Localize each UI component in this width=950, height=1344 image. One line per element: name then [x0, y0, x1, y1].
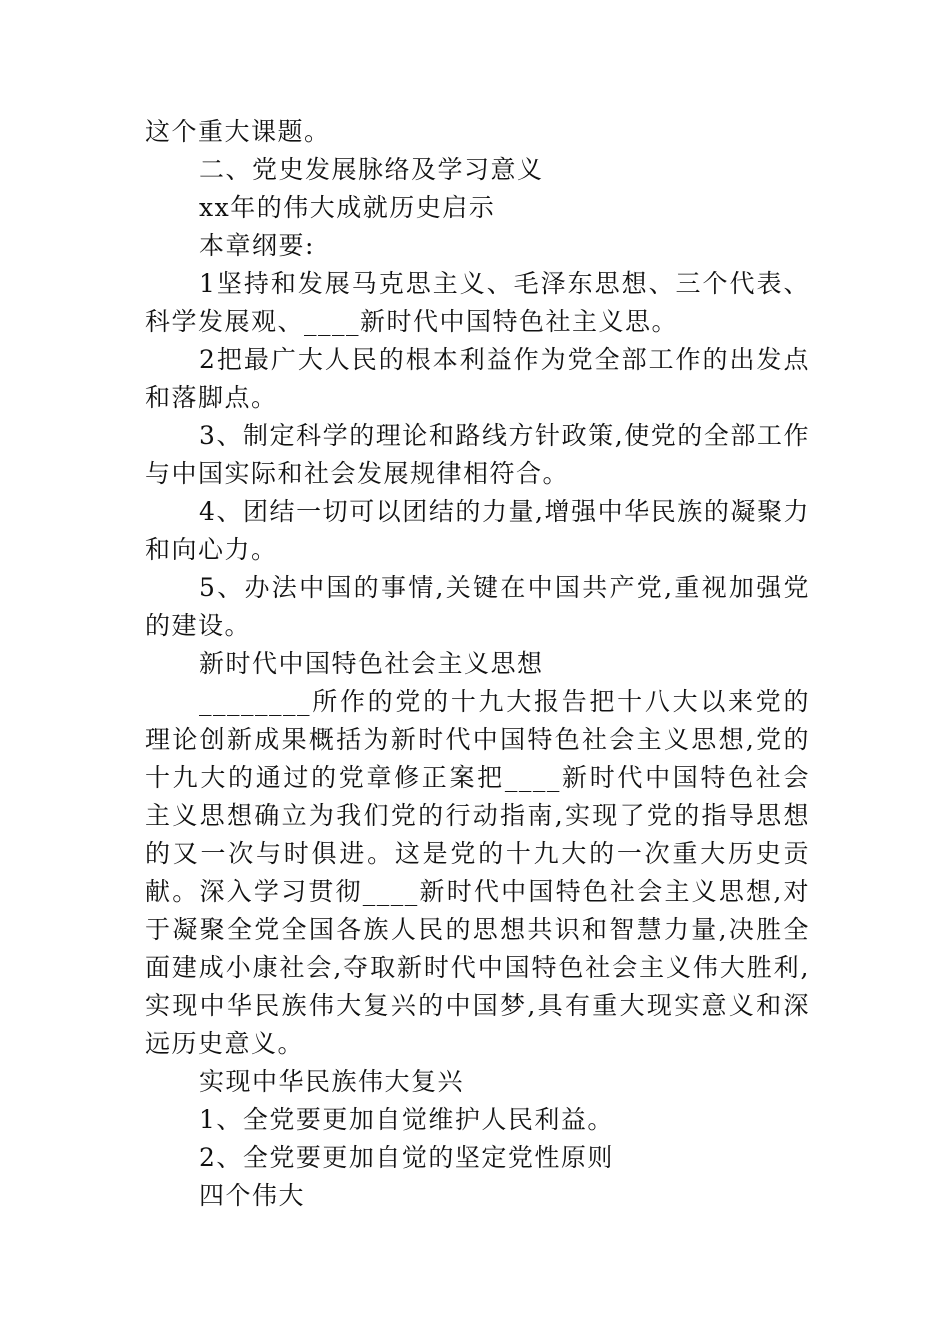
outline-item-1: 1坚持和发展马克思主义、毛泽东思想、三个代表、科学发展观、____新时代中国特色社主义思。 [145, 269, 810, 336]
body-paragraph: ________所作的党的十九大报告把十八大以来党的理论创新成果概括为新时代中国特色社会主义思想,党的十九大的通过的党章修正案把____新时代中国特色社会主义思想确立为我们党的行动指南,实现了党的指导思想的又一次与时俱进。这是党的十九大的一次重大历史贡献。深入学习贯彻____新时代中国特色社会主义思想,对于凝聚全党全国各族人民的思想共识和智慧力量,决胜全面建成小康社会,夺取新时代中国特色社会主义伟大胜利,实现中华民族伟大复兴的中国梦,具有重大现实意义和深远历史意义。 [145, 687, 810, 1058]
subheading: 四个伟大 [199, 1181, 306, 1210]
chapter-outline-label: 本章纲要: [199, 231, 315, 260]
list-item-2: 2、全党要更加自觉的坚定党性原则 [199, 1143, 614, 1172]
outline-item-4: 4、团结一切可以团结的力量,增强中华民族的凝聚力和向心力。 [145, 497, 810, 564]
outline-item-5: 5、办法中国的事情,关键在中国共产党,重视加强党的建设。 [145, 573, 810, 640]
section-heading: 二、党史发展脉络及学习意义 [199, 155, 544, 184]
subheading: 实现中华民族伟大复兴 [199, 1067, 465, 1096]
document-body [145, 113, 810, 1215]
paragraph-continuation: 这个重大课题。 [145, 117, 331, 146]
outline-item-2: 2把最广大人民的根本利益作为党全部工作的出发点和落脚点。 [145, 345, 810, 412]
subheading: xx年的伟大成就历史启示 [199, 193, 496, 222]
outline-item-3: 3、制定科学的理论和路线方针政策,使党的全部工作与中国实际和社会发展规律相符合。 [145, 421, 810, 488]
subheading: 新时代中国特色社会主义思想 [199, 649, 544, 678]
list-item-1: 1、全党要更加自觉维护人民利益。 [199, 1105, 614, 1134]
